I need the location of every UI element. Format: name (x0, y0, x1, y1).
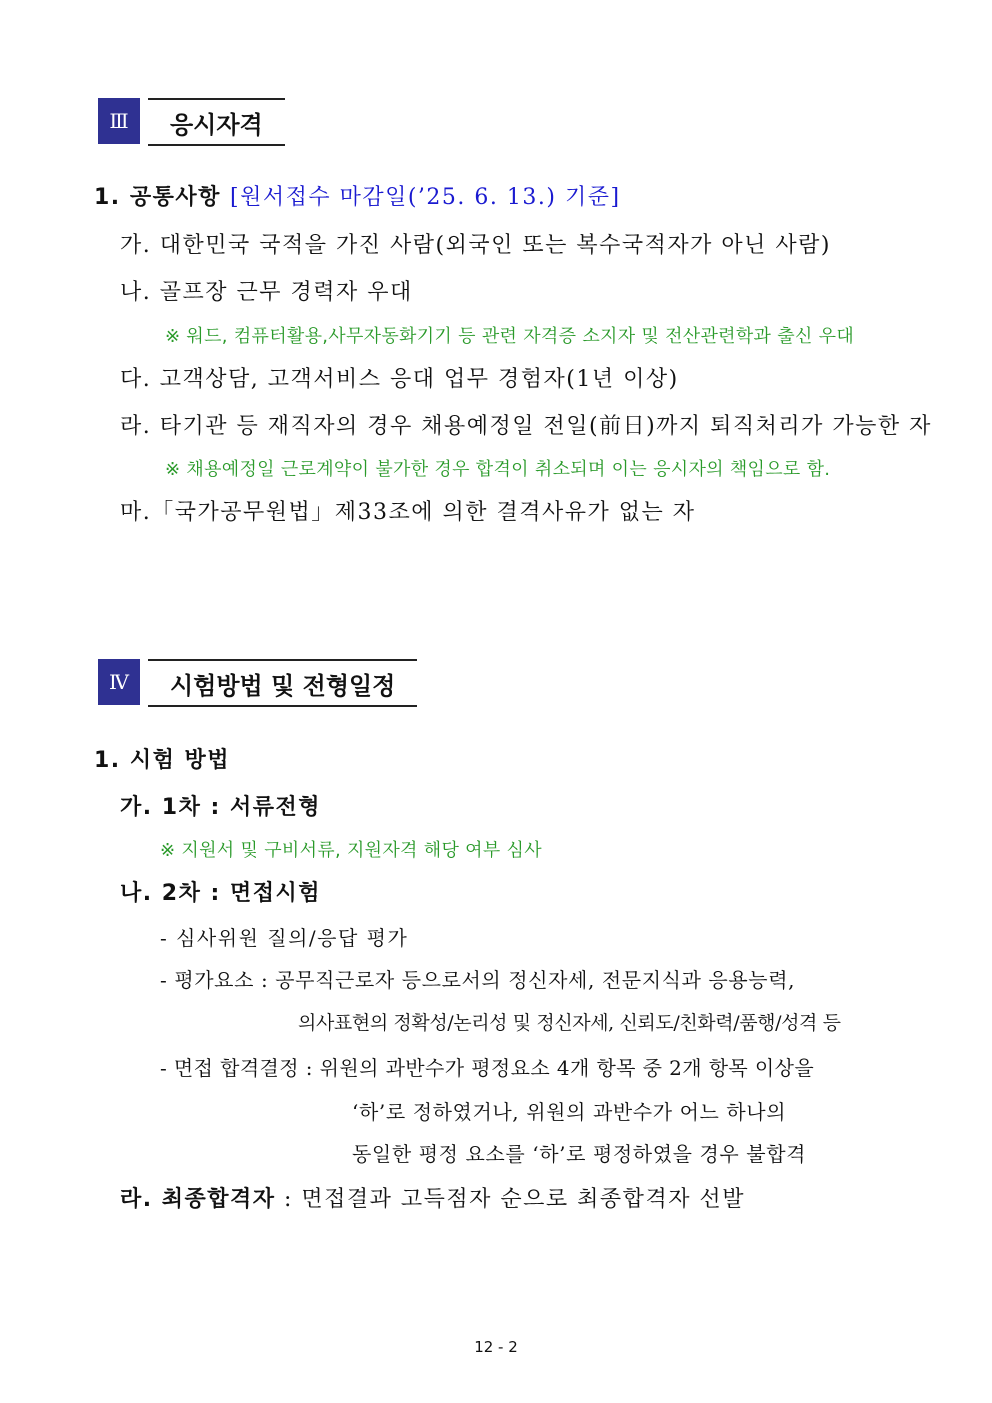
section-3-number: Ⅲ (98, 98, 140, 144)
final-selection-text: : 면접결과 고득점자 순으로 최종합격자 선발 (275, 1187, 745, 1212)
final-selection (120, 1182, 745, 1213)
interview-item-3-cont-2: 동일한 평정 요소를 ‘하’로 평정하였을 경우 불합격 (352, 1142, 807, 1166)
exam-step-2: 나. 2차 : 면접시험 (120, 881, 321, 906)
common-requirements-label: 1. 공통사항 (94, 185, 230, 210)
requirement-note-2: ※ 채용예정일 근로계약이 불가한 경우 합격이 취소되며 이는 응시자의 책임으로 함. (165, 459, 831, 480)
requirement-na: 나. 골프장 근무 경력자 우대 (120, 280, 413, 305)
requirement-da: 다. 고객상담, 고객서비스 응대 업무 경험자(1년 이상) (120, 367, 679, 392)
exam-step-1-note: ※ 지원서 및 구비서류, 지원자격 해당 여부 심사 (160, 840, 542, 861)
exam-method-heading: 1. 시험 방법 (94, 748, 230, 773)
criteria-date: [원서접수 마감일(’25. 6. 13.) 기준] (230, 185, 621, 210)
common-requirements-heading (94, 180, 621, 211)
requirement-note-1: ※ 워드, 컴퓨터활용,사무자동화기기 등 관련 자격증 소지자 및 전산관련학과 출신 우대 (165, 326, 855, 347)
section-4-title: 시험방법 및 전형일정 (148, 659, 417, 707)
interview-item-3-cont-1: ‘하’로 정하였거나, 위원의 과반수가 어느 하나의 (352, 1100, 787, 1124)
exam-step-1: 가. 1차 : 서류전형 (120, 795, 321, 820)
requirement-ga: 가. 대한민국 국적을 가진 사람(외국인 또는 복수국적자가 아닌 사람) (120, 233, 831, 258)
interview-item-3: - 면접 합격결정 : 위원의 과반수가 평정요소 4개 항목 중 2개 항목 이상을 (160, 1056, 815, 1080)
requirement-ma: 마.「국가공무원법」제33조에 의한 결격사유가 없는 자 (120, 500, 696, 525)
interview-item-2: - 평가요소 : 공무직근로자 등으로서의 정신자세, 전문지식과 응용능력, (160, 968, 796, 992)
final-selection-label: 라. 최종합격자 (120, 1187, 276, 1212)
interview-item-2-cont: 의사표현의 정확성/논리성 및 정신자세, 신뢰도/친화력/품행/성격 등 (298, 1012, 841, 1034)
interview-item-1: - 심사위원 질의/응답 평가 (160, 926, 409, 950)
requirement-ra: 라. 타기관 등 재직자의 경우 채용예정일 전일(前日)까지 퇴직처리가 가능한 자 (120, 414, 932, 439)
section-4-number: Ⅳ (98, 659, 140, 705)
page-number: 12 - 2 (474, 1338, 518, 1356)
section-3-title: 응시자격 (148, 98, 285, 146)
